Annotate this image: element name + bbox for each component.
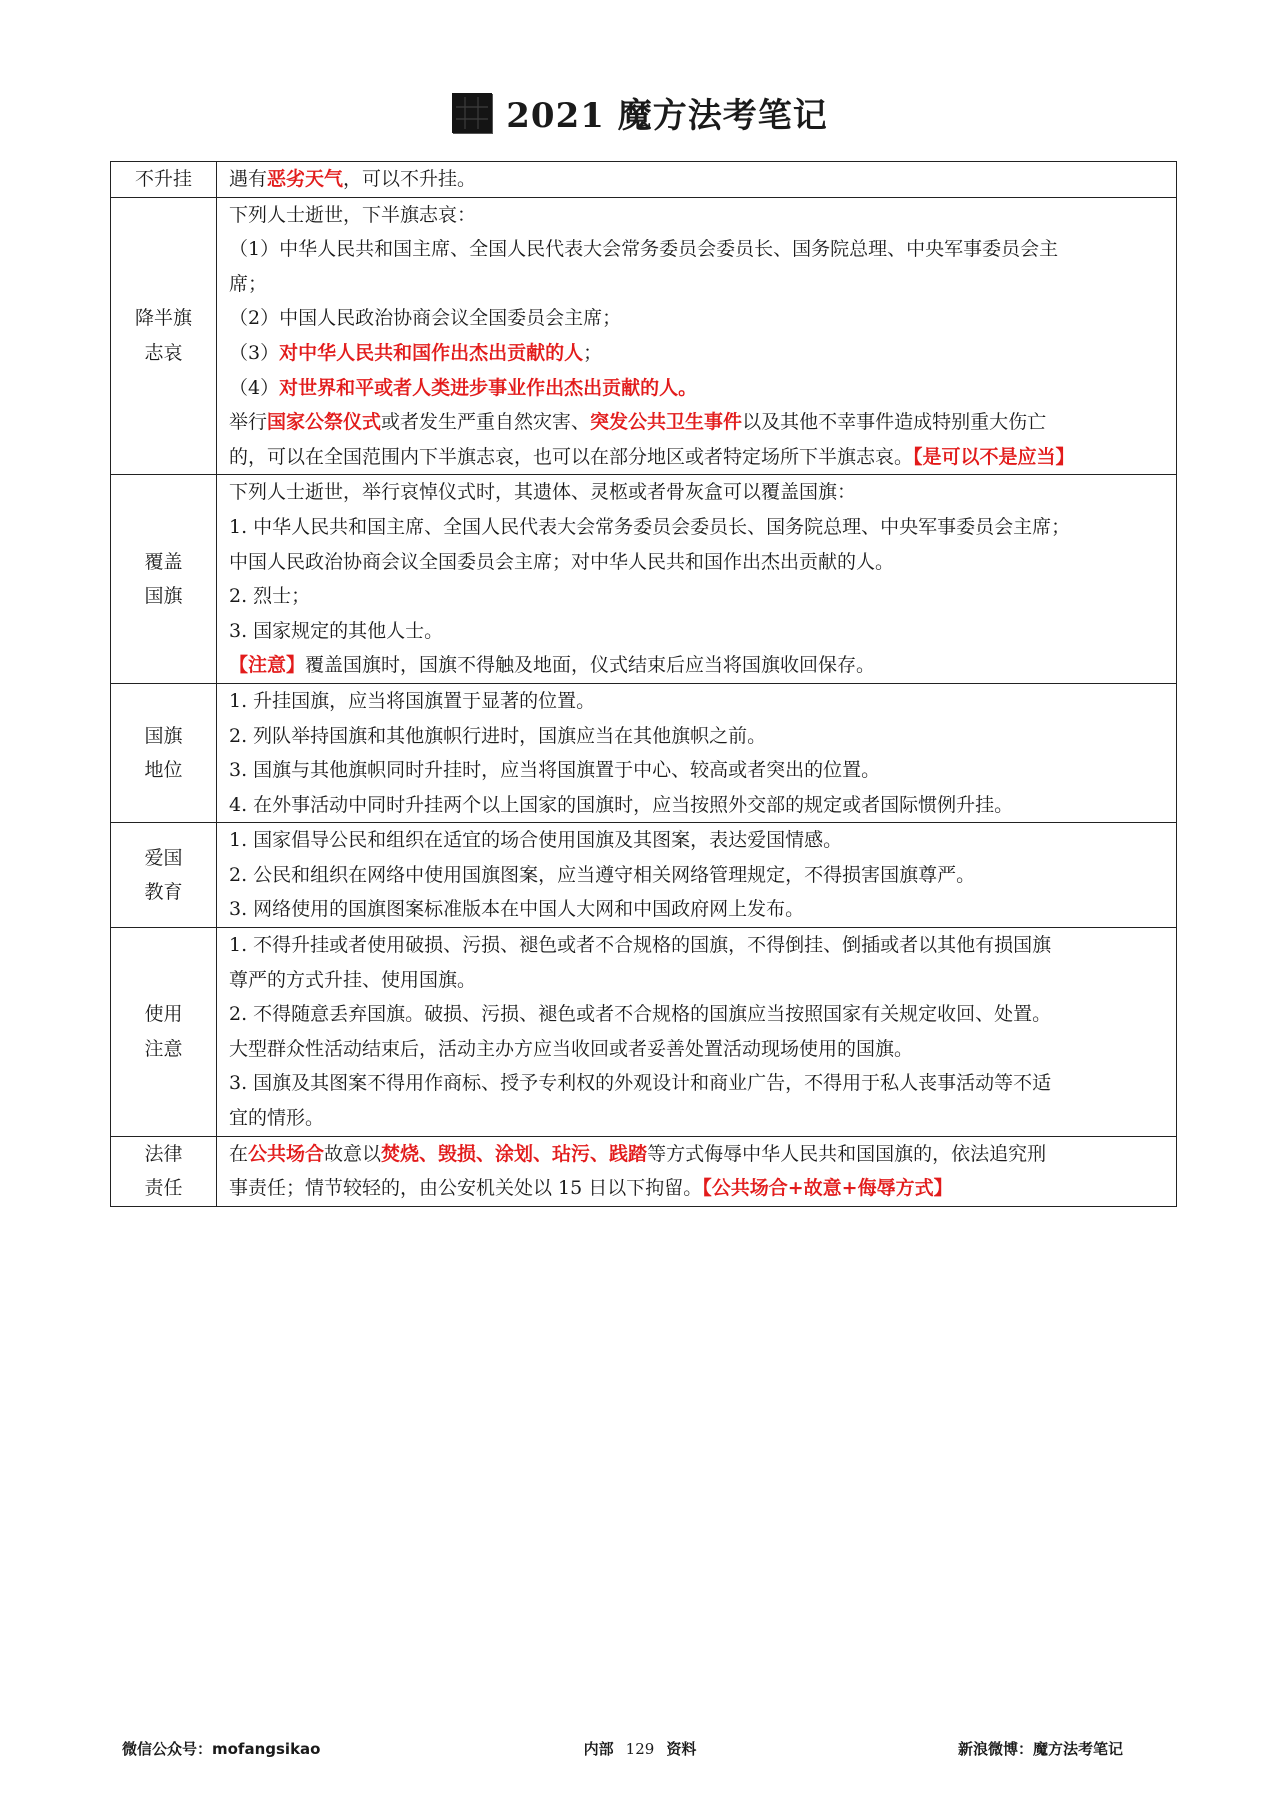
content-line xyxy=(229,440,1170,475)
rubik-cube-icon xyxy=(452,93,492,133)
content-line xyxy=(229,336,1170,371)
row-label xyxy=(111,162,217,198)
row-label-line: 国旗 xyxy=(144,585,183,608)
content-line xyxy=(229,1032,1170,1067)
body-text: 宜的情形。 xyxy=(229,1107,325,1130)
page-footer xyxy=(0,1738,1280,1762)
body-text: 以及其他不幸事件造成特别重大伤亡 xyxy=(742,411,1047,434)
body-text: 2. 烈士； xyxy=(229,585,311,608)
highlight-text: 焚烧、毁损、涂划、玷污、践踏 xyxy=(381,1142,648,1165)
row-label-line: 注意 xyxy=(144,1037,183,1060)
table-row xyxy=(111,475,1177,684)
body-text: （2）中国人民政治协商会议全国委员会主席； xyxy=(229,307,622,330)
content-line xyxy=(229,1066,1170,1101)
row-content xyxy=(217,162,1177,198)
content-line xyxy=(229,928,1170,963)
table-row xyxy=(111,683,1177,822)
content-line xyxy=(229,162,1170,197)
body-text: 覆盖国旗时，国旗不得触及地面，仪式结束后应当将国旗收回保存。 xyxy=(305,654,876,677)
body-text: 等方式侮辱中华人民共和国国旗的，依法追究刑 xyxy=(647,1142,1047,1165)
footer-wechat: 微信公众号：mofangsikao xyxy=(122,1740,321,1758)
content-line xyxy=(229,510,1170,545)
body-text: （3） xyxy=(229,341,280,364)
body-text: 席； xyxy=(229,272,268,295)
content-line xyxy=(229,648,1170,683)
content-line xyxy=(229,684,1170,719)
content-line xyxy=(229,788,1170,823)
row-content xyxy=(217,928,1177,1137)
row-label-line: 志哀 xyxy=(144,341,183,364)
row-label-line: 教育 xyxy=(144,881,183,904)
highlight-text: 突发公共卫生事件 xyxy=(590,411,743,434)
table-row xyxy=(111,928,1177,1137)
content-line xyxy=(229,1171,1170,1206)
notes-table xyxy=(110,161,1177,1207)
body-text: （1）中华人民共和国主席、全国人民代表大会常务委员会委员长、国务院总理、中央军事委员会主 xyxy=(229,238,1059,261)
content-line xyxy=(229,963,1170,998)
body-text: 2. 不得随意丢弃国旗。破损、污损、褪色或者不合规格的国旗应当按照国家有关规定收回、处置。 xyxy=(229,1003,1052,1026)
page-header xyxy=(0,88,1280,137)
row-content xyxy=(217,197,1177,475)
table-row xyxy=(111,1136,1177,1206)
row-label-line: 责任 xyxy=(144,1177,183,1200)
row-label-line: 降半旗 xyxy=(134,307,192,330)
body-text: 3. 网络使用的国旗图案标准版本在中国人大网和中国政府网上发布。 xyxy=(229,898,805,921)
body-text: 中国人民政治协商会议全国委员会主席；对中华人民共和国作出杰出贡献的人。 xyxy=(229,550,895,573)
row-content xyxy=(217,1136,1177,1206)
row-label xyxy=(111,823,217,928)
row-content xyxy=(217,683,1177,822)
row-label xyxy=(111,928,217,1137)
content-line xyxy=(229,1101,1170,1136)
row-label xyxy=(111,197,217,475)
row-label xyxy=(111,683,217,822)
body-text: 或者发生严重自然灾害、 xyxy=(381,411,591,434)
highlight-text: 国家公祭仪式 xyxy=(267,411,382,434)
footer-internal-label: 内部 xyxy=(583,1740,614,1758)
body-text: （4） xyxy=(229,376,280,399)
highlight-text: 对中华人民共和国作出杰出贡献的人 xyxy=(279,341,584,364)
body-text: 的，可以在全国范围内下半旗志哀，也可以在部分地区或者特定场所下半旗志哀。 xyxy=(229,445,914,468)
content-line xyxy=(229,475,1170,510)
content-line xyxy=(229,823,1170,858)
row-label-line: 覆盖 xyxy=(144,550,183,573)
page-number: 129 xyxy=(625,1740,655,1758)
highlight-text: 【公共场合+故意+侮辱方式】 xyxy=(702,1177,953,1200)
table-row xyxy=(111,197,1177,475)
highlight-text: 恶劣天气 xyxy=(267,168,344,190)
body-text: 下列人士逝世，下半旗志哀： xyxy=(229,203,477,226)
row-label-line: 爱国 xyxy=(144,846,183,869)
body-text: 尊严的方式升挂、使用国旗。 xyxy=(229,968,477,991)
body-text: 1. 升挂国旗，应当将国旗置于显著的位置。 xyxy=(229,689,596,712)
body-text: 在 xyxy=(229,1142,249,1165)
row-content xyxy=(217,823,1177,928)
row-label-line: 地位 xyxy=(144,759,183,782)
body-text: 大型群众性活动结束后，活动主办方应当收回或者妥善处置活动现场使用的国旗。 xyxy=(229,1037,914,1060)
body-text: 1. 中华人民共和国主席、全国人民代表大会常务委员会委员长、国务院总理、中央军事委员会主席； xyxy=(229,515,1071,538)
row-label xyxy=(111,1136,217,1206)
row-label-text: 不升挂 xyxy=(134,168,192,190)
body-text: ，可以不升挂。 xyxy=(343,168,477,190)
body-text: 3. 国家规定的其他人士。 xyxy=(229,619,444,642)
content-line xyxy=(229,1137,1170,1172)
footer-weibo: 新浪微博：魔方法考笔记 xyxy=(958,1740,1124,1758)
row-content xyxy=(217,475,1177,684)
highlight-text: 【是可以不是应当】 xyxy=(913,445,1075,468)
footer-material-label: 资料 xyxy=(666,1740,697,1758)
row-label-line: 使用 xyxy=(144,1003,183,1026)
body-text: 3. 国旗与其他旗帜同时升挂时，应当将国旗置于中心、较高或者突出的位置。 xyxy=(229,759,881,782)
table-row xyxy=(111,162,1177,198)
body-text: 2. 列队举持国旗和其他旗帜行进时，国旗应当在其他旗帜之前。 xyxy=(229,724,767,747)
body-text: 下列人士逝世，举行哀悼仪式时，其遗体、灵柩或者骨灰盒可以覆盖国旗： xyxy=(229,481,857,504)
content-line xyxy=(229,405,1170,440)
body-text: ； xyxy=(583,341,603,364)
row-label-line: 法律 xyxy=(144,1142,183,1165)
content-line xyxy=(229,579,1170,614)
body-text: 3. 国旗及其图案不得用作商标、授予专利权的外观设计和商业广告，不得用于私人丧事活动等不适 xyxy=(229,1072,1052,1095)
content-line xyxy=(229,267,1170,302)
highlight-text: 对世界和平或者人类进步事业作出杰出贡献的人。 xyxy=(279,376,698,399)
content-line xyxy=(229,753,1170,788)
content-line xyxy=(229,198,1170,233)
highlight-text: 【注意】 xyxy=(229,654,306,677)
content-line xyxy=(229,719,1170,754)
content-line xyxy=(229,997,1170,1032)
page-title: 2021 魔方法考笔记 xyxy=(506,96,828,136)
row-label-line: 国旗 xyxy=(144,724,183,747)
body-text: 4. 在外事活动中同时升挂两个以上国家的国旗时，应当按照外交部的规定或者国际惯例升挂。 xyxy=(229,793,1014,816)
row-label xyxy=(111,475,217,684)
body-text: 故意以 xyxy=(324,1142,382,1165)
highlight-text: 公共场合 xyxy=(248,1142,325,1165)
body-text: 1. 国家倡导公民和组织在适宜的场合使用国旗及其图案，表达爱国情感。 xyxy=(229,829,843,852)
content-line xyxy=(229,545,1170,580)
content-line xyxy=(229,232,1170,267)
body-text: 1. 不得升挂或者使用破损、污损、褪色或者不合规格的国旗，不得倒挂、倒插或者以其他有损国旗 xyxy=(229,934,1052,957)
body-text: 2. 公民和组织在网络中使用国旗图案，应当遵守相关网络管理规定，不得损害国旗尊严。 xyxy=(229,863,976,886)
content-line xyxy=(229,858,1170,893)
table-row xyxy=(111,823,1177,928)
body-text: 举行 xyxy=(229,411,268,434)
content-line xyxy=(229,614,1170,649)
content-line xyxy=(229,892,1170,927)
content-line xyxy=(229,371,1170,406)
content-line xyxy=(229,301,1170,336)
body-text: 遇有 xyxy=(229,168,268,190)
body-text: 事责任；情节较轻的，由公安机关处以 15 日以下拘留。 xyxy=(229,1177,703,1200)
